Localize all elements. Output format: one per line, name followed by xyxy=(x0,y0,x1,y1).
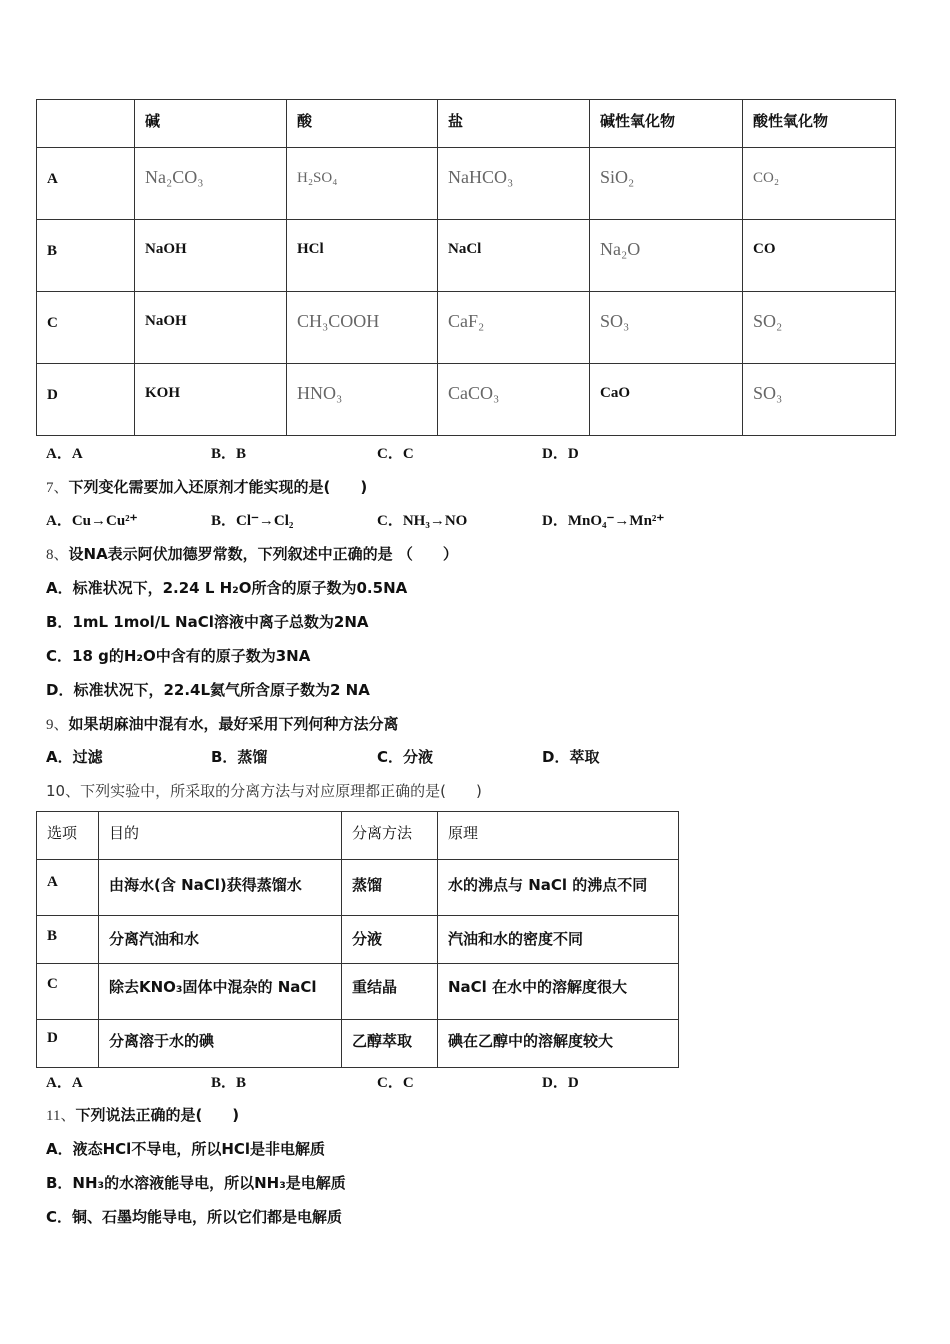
header-cell-salt: 盐 xyxy=(438,100,590,148)
header-purpose: 目的 xyxy=(109,824,140,842)
cell-salt: NaHCO₃ xyxy=(448,167,514,187)
row-label: C xyxy=(47,315,58,331)
cell-base: NaOH xyxy=(145,241,187,257)
question-9 xyxy=(46,713,399,734)
q8-option-d[interactable]: D．标准状况下，22.4L氦气所含原子数为2 NA xyxy=(46,681,370,699)
q11-option-c[interactable]: C．铜、石墨均能导电，所以它们都是电解质 xyxy=(46,1208,343,1226)
cell-acid: CH₃COOH xyxy=(297,311,380,331)
cell-salt: CaF₂ xyxy=(448,311,485,331)
cell-method: 分液 xyxy=(352,930,383,948)
header-cell-basic-oxide: 碱性氧化物 xyxy=(590,100,743,148)
option-b[interactable]: B．B xyxy=(211,446,247,462)
q9-option-d[interactable]: D．萃取 xyxy=(542,748,600,766)
q8-option-c[interactable]: C．18 g的H₂O中含有的原子数为3NA xyxy=(46,647,311,665)
cell-principle: 碘在乙醇中的溶解度较大 xyxy=(448,1032,614,1050)
classification-table xyxy=(36,99,896,436)
option-d[interactable]: D．D xyxy=(542,446,579,462)
cell-basic-oxide: SO₃ xyxy=(600,311,630,331)
q7-option-c[interactable]: C．NH₃→NO xyxy=(377,513,468,529)
cell-base: NaOH xyxy=(145,313,187,329)
q10-option-c[interactable]: C．C xyxy=(377,1075,414,1091)
table-header-row xyxy=(37,812,679,860)
table-row xyxy=(37,220,896,292)
q10-option-b[interactable]: B．B xyxy=(211,1075,247,1091)
cell-method: 蒸馏 xyxy=(352,876,383,894)
question-number: 8、 xyxy=(46,547,69,563)
q9-option-a[interactable]: A．过滤 xyxy=(46,748,103,766)
question-number: 7、 xyxy=(46,480,69,496)
table-row xyxy=(37,860,679,916)
cell-acid: H₂SO₄ xyxy=(297,170,338,186)
cell-principle: NaCl 在水中的溶解度很大 xyxy=(448,978,628,996)
cell-purpose: 除去KNO₃固体中混杂的 NaCl xyxy=(109,978,317,996)
cell-purpose: 分离汽油和水 xyxy=(109,930,200,948)
cell-basic-oxide: Na₂O xyxy=(600,239,641,259)
question-stem: 下列说法正确的是( ) xyxy=(75,1106,240,1124)
q11-option-b[interactable]: B．NH₃的水溶液能导电，所以NH₃是电解质 xyxy=(46,1174,346,1192)
q11-option-a[interactable]: A．液态HCl不导电，所以HCl是非电解质 xyxy=(46,1140,326,1158)
header-option: 选项 xyxy=(47,824,78,842)
question-number: 9、 xyxy=(46,717,69,733)
table-row xyxy=(37,292,896,364)
header-method: 分离方法 xyxy=(352,824,413,842)
table-row xyxy=(37,916,679,964)
cell-base: KOH xyxy=(145,385,181,401)
row-label: D xyxy=(47,1030,58,1046)
cell-purpose: 由海水(含 NaCl)获得蒸馏水 xyxy=(109,876,302,894)
cell-method: 重结晶 xyxy=(352,978,398,996)
table-header-row xyxy=(37,100,896,148)
row-label: A xyxy=(47,171,58,187)
q9-option-c[interactable]: C．分液 xyxy=(377,748,434,766)
question-stem: 设NA表示阿伏加德罗常数，下列叙述中正确的是 （ ） xyxy=(68,545,458,563)
q7-option-b[interactable]: B．Cl⁻→Cl₂ xyxy=(211,513,294,529)
table-row xyxy=(37,964,679,1020)
cell-principle: 水的沸点与 NaCl 的沸点不同 xyxy=(448,876,648,894)
header-cell-empty xyxy=(37,100,135,148)
cell-basic-oxide: CaO xyxy=(600,385,630,401)
header-cell-base: 碱 xyxy=(135,100,287,148)
q10-option-d[interactable]: D．D xyxy=(542,1075,579,1091)
cell-salt: CaCO₃ xyxy=(448,383,500,403)
q8-option-b[interactable]: B．1mL 1mol/L NaCl溶液中离子总数为2NA xyxy=(46,613,369,631)
cell-acidic-oxide: CO xyxy=(753,241,776,257)
q10-option-a[interactable]: A．A xyxy=(46,1075,83,1091)
question-number: 11、 xyxy=(46,1108,76,1124)
row-label: A xyxy=(47,874,58,890)
question-11 xyxy=(46,1104,239,1125)
row-label: B xyxy=(47,243,58,259)
q9-option-b[interactable]: B．蒸馏 xyxy=(211,748,268,766)
option-a[interactable]: A．A xyxy=(46,446,83,462)
question-8 xyxy=(46,543,458,564)
cell-salt: NaCl xyxy=(448,241,482,257)
row-label: C xyxy=(47,976,58,992)
table-row xyxy=(37,1020,679,1068)
option-c[interactable]: C．C xyxy=(377,446,414,462)
cell-acid: HNO₃ xyxy=(297,383,343,403)
question-stem: 如果胡麻油中混有水，最好采用下列何种方法分离 xyxy=(68,715,399,733)
question-number: 10、 xyxy=(46,782,81,800)
cell-base: Na₂CO₃ xyxy=(145,167,204,187)
row-label: D xyxy=(47,387,58,403)
question-stem: 下列变化需要加入还原剂才能实现的是( ) xyxy=(68,478,368,496)
header-principle: 原理 xyxy=(448,824,479,842)
cell-acidic-oxide: CO₂ xyxy=(753,170,780,186)
cell-acidic-oxide: SO₃ xyxy=(753,383,783,403)
cell-method: 乙醇萃取 xyxy=(352,1032,413,1050)
q7-option-d[interactable]: D．MnO₄⁻→Mn²⁺ xyxy=(542,513,665,529)
header-cell-acid: 酸 xyxy=(287,100,438,148)
header-cell-acidic-oxide: 酸性氧化物 xyxy=(743,100,896,148)
question-stem: 下列实验中，所采取的分离方法与对应原理都正确的是( ) xyxy=(80,782,482,800)
cell-acidic-oxide: SO₂ xyxy=(753,311,783,331)
question-7 xyxy=(46,476,367,497)
cell-acid: HCl xyxy=(297,241,324,257)
q8-option-a[interactable]: A．标准状况下，2.24 L H₂O所含的原子数为0.5NA xyxy=(46,579,408,597)
cell-basic-oxide: SiO₂ xyxy=(600,167,635,187)
q7-option-a[interactable]: A．Cu→Cu²⁺ xyxy=(46,513,138,529)
cell-purpose: 分离溶于水的碘 xyxy=(109,1032,215,1050)
cell-principle: 汽油和水的密度不同 xyxy=(448,930,584,948)
question-10 xyxy=(46,780,482,801)
separation-table xyxy=(36,811,679,1068)
row-label: B xyxy=(47,928,58,944)
table-row xyxy=(37,148,896,220)
table-row xyxy=(37,364,896,436)
